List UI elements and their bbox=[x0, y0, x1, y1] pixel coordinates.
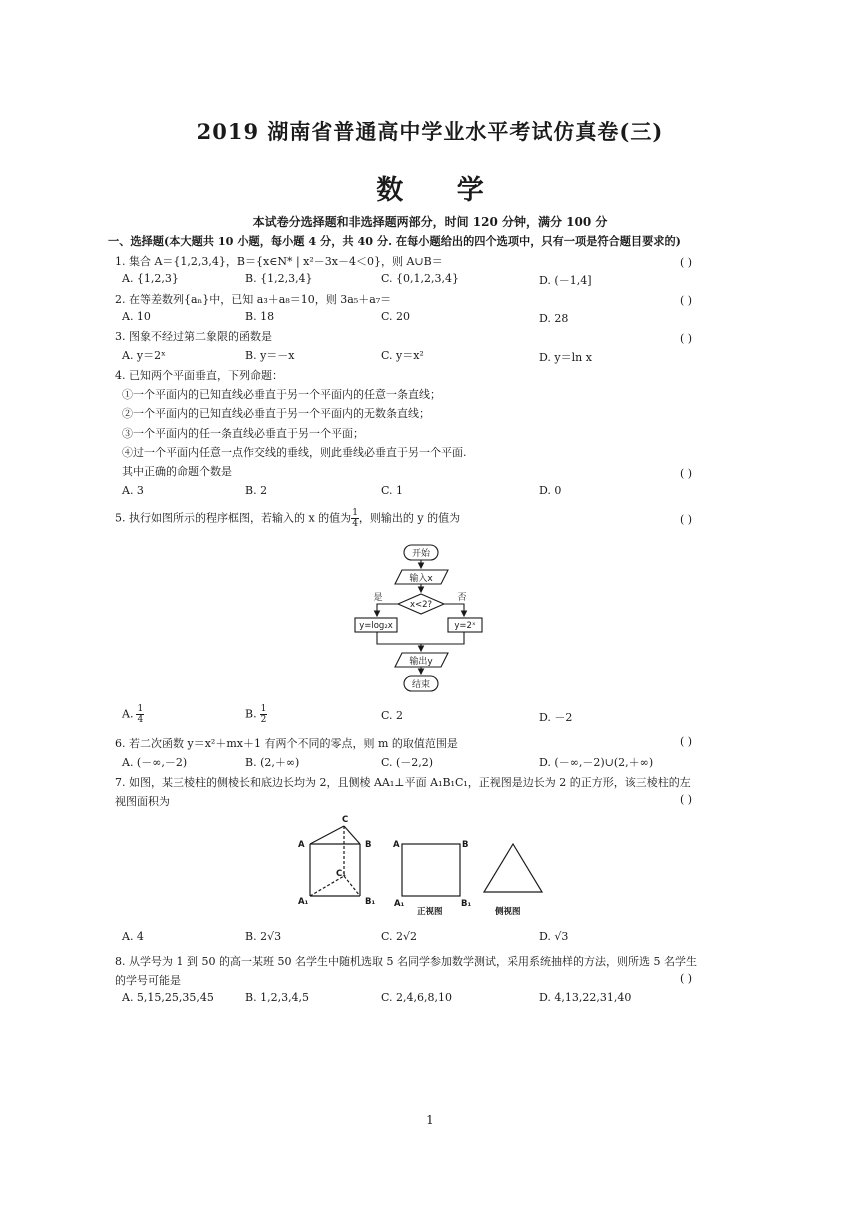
question-4-stem: 4. 已知两个平面垂直，下列命题： bbox=[115, 369, 283, 382]
question-1-stem: 1. 集合 A＝{1,2,3,4}，B＝{x∈N* | x²－3x－4＜0}，则 A∪B＝ bbox=[115, 255, 443, 268]
question-5-fraction bbox=[351, 508, 359, 529]
question-8-stem: 8. 从学号为 1 到 50 的高一某班 50 名学生中随机选取 5 名同学参加数学测试，采用系统抽样的方法，则所选 5 名学生 bbox=[115, 955, 697, 968]
question-6-option-c: C. (－2,2) bbox=[381, 756, 434, 769]
question-4-option-c: C. 1 bbox=[381, 484, 404, 497]
flow-end-label: 结束 bbox=[411, 680, 431, 690]
edge-ac bbox=[310, 826, 344, 844]
question-5-stem-post: ，则输出的 y 的值为 bbox=[358, 511, 461, 525]
flow-input-label: 输入x bbox=[409, 574, 433, 584]
flow-no-label: 否 bbox=[457, 593, 467, 603]
front-b1-label: B₁ bbox=[461, 899, 472, 909]
question-5-answer-paren: ( ) bbox=[680, 513, 693, 526]
front-view-square bbox=[402, 844, 460, 896]
fraction-numerator: 1 bbox=[137, 704, 144, 714]
fraction-denominator: 2 bbox=[260, 715, 267, 725]
question-6-option-a: A. (－∞,－2) bbox=[122, 756, 188, 769]
question-5-option-a bbox=[122, 704, 144, 725]
vertex-a-label: A bbox=[298, 840, 305, 850]
side-view-triangle bbox=[484, 844, 542, 892]
front-b-label: B bbox=[462, 840, 469, 850]
question-8-option-c: C. 2,4,6,8,10 bbox=[381, 991, 452, 1004]
question-6-stem: 6. 若二次函数 y＝x²＋mx＋1 有两个不同的零点，则 m 的取值范围是 bbox=[115, 737, 458, 750]
question-2-option-b: B. 18 bbox=[245, 310, 275, 323]
question-3-answer-paren: ( ) bbox=[680, 332, 693, 345]
question-4-option-a: A. 3 bbox=[122, 484, 144, 497]
question-6-answer-paren: ( ) bbox=[680, 735, 693, 748]
flow-log-label: y=log₂x bbox=[359, 621, 393, 631]
question-8-answer-paren: ( ) bbox=[680, 972, 693, 985]
question-7-option-c: C. 2√2 bbox=[381, 930, 418, 943]
front-a1-label: A₁ bbox=[394, 899, 405, 909]
fraction-denominator: 4 bbox=[137, 715, 144, 725]
exam-instructions: 本试卷分选择题和非选择题两部分，时间 120 分钟，满分 100 分 bbox=[252, 215, 608, 229]
question-2-stem: 2. 在等差数列{aₙ}中，已知 a₃＋a₈＝10，则 3a₅＋a₇＝ bbox=[115, 293, 392, 306]
question-4-answer-paren: ( ) bbox=[680, 467, 693, 480]
question-1-option-a: A. {1,2,3} bbox=[122, 272, 179, 285]
question-7-stem-continued: 视图面积为 bbox=[115, 795, 170, 808]
flow-condition-label: x<2? bbox=[409, 600, 433, 610]
question-1-option-c: C. {0,1,2,3,4} bbox=[381, 272, 459, 285]
question-3-option-d: D. y＝ln x bbox=[539, 351, 592, 364]
option-b-label: B. bbox=[245, 707, 257, 721]
option-a-fraction bbox=[136, 704, 144, 725]
vertex-b1-label: B₁ bbox=[365, 897, 376, 907]
question-3-option-a: A. y＝2ˣ bbox=[122, 349, 166, 362]
question-3-option-c: C. y＝x² bbox=[381, 349, 424, 362]
question-8-stem-continued: 的学号可能是 bbox=[115, 974, 181, 987]
question-7-option-d: D. √3 bbox=[539, 930, 569, 943]
question-4-ask: 其中正确的命题个数是 bbox=[122, 465, 232, 478]
question-6-option-d: D. (－∞,－2)∪(2,＋∞) bbox=[539, 756, 654, 769]
question-7-option-a: A. 4 bbox=[122, 930, 144, 943]
front-view-caption: 正视图 bbox=[417, 907, 443, 917]
question-5-stem bbox=[115, 508, 460, 529]
flow-exp-label: y=2ˣ bbox=[454, 621, 476, 631]
question-2-option-c: C. 20 bbox=[381, 310, 411, 323]
question-3-stem: 3. 图象不经过第二象限的函数是 bbox=[115, 330, 272, 343]
front-a-label: A bbox=[393, 840, 400, 850]
question-4-option-b: B. 2 bbox=[245, 484, 268, 497]
fraction-numerator: 1 bbox=[352, 508, 358, 518]
vertex-b-label: B bbox=[365, 840, 372, 850]
question-4-statement-4: ④过一个平面内任意一点作交线的垂线，则此垂线必垂直于另一个平面. bbox=[122, 446, 467, 459]
question-2-option-a: A. 10 bbox=[122, 310, 151, 323]
question-1-answer-paren: ( ) bbox=[680, 256, 693, 269]
fraction-denominator: 4 bbox=[352, 519, 358, 529]
question-2-answer-paren: ( ) bbox=[680, 294, 693, 307]
question-4-option-d: D. 0 bbox=[539, 484, 562, 497]
program-flowchart bbox=[340, 540, 500, 695]
option-a-label: A. bbox=[122, 707, 134, 721]
question-1-option-b: B. {1,2,3,4} bbox=[245, 272, 313, 285]
question-1-option-d: D. (－1,4] bbox=[539, 274, 592, 287]
prism-three-views-figure bbox=[290, 810, 560, 922]
flow-output-label: 输出y bbox=[409, 657, 433, 667]
page-number: 1 bbox=[426, 1113, 434, 1127]
question-7-stem: 7. 如图，某三棱柱的侧棱长和底边长均为 2，且侧棱 AA₁⊥平面 A₁B₁C₁，正视图是边长为 2 的正方形，该三棱柱的左 bbox=[115, 776, 691, 789]
flow-start-label: 开始 bbox=[411, 549, 431, 559]
question-5-option-b bbox=[245, 704, 267, 725]
question-5-option-d: D. －2 bbox=[539, 711, 573, 724]
edge-cb bbox=[344, 826, 360, 844]
question-2-option-d: D. 28 bbox=[539, 312, 569, 325]
exam-title: 2019 湖南省普通高中学业水平考试仿真卷(三) bbox=[196, 119, 664, 144]
question-7-option-b: B. 2√3 bbox=[245, 930, 282, 943]
vertex-c-label: C bbox=[342, 815, 349, 825]
question-6-option-b: B. (2,＋∞) bbox=[245, 756, 300, 769]
side-view-caption: 侧视图 bbox=[495, 907, 521, 917]
fraction-numerator: 1 bbox=[260, 704, 267, 714]
question-5-stem-pre: 5. 执行如图所示的程序框图，若输入的 x 的值为 bbox=[115, 511, 352, 525]
question-4-statement-3: ③一个平面内的任一条直线必垂直于另一个平面； bbox=[122, 427, 364, 440]
flow-yes-label: 是 bbox=[373, 593, 383, 603]
question-8-option-a: A. 5,15,25,35,45 bbox=[122, 991, 214, 1004]
question-4-statement-1: ①一个平面内的已知直线必垂直于另一个平面内的任意一条直线； bbox=[122, 388, 441, 401]
subject-title: 数 学 bbox=[376, 175, 506, 206]
question-3-option-b: B. y＝－x bbox=[245, 349, 295, 362]
question-7-answer-paren: ( ) bbox=[680, 793, 693, 806]
option-b-fraction bbox=[260, 704, 268, 725]
vertex-c1-label: C₁ bbox=[336, 869, 346, 879]
question-8-option-b: B. 1,2,3,4,5 bbox=[245, 991, 310, 1004]
question-8-option-d: D. 4,13,22,31,40 bbox=[539, 991, 632, 1004]
section-heading: 一、选择题(本大题共 10 小题，每小题 4 分，共 40 分. 在每小题给出的四个选项中，只有一项是符合题目要求的) bbox=[108, 234, 681, 248]
question-5-option-c: C. 2 bbox=[381, 709, 404, 722]
vertex-a1-label: A₁ bbox=[298, 897, 309, 907]
question-4-statement-2: ②一个平面内的已知直线必垂直于另一个平面内的无数条直线； bbox=[122, 407, 430, 420]
